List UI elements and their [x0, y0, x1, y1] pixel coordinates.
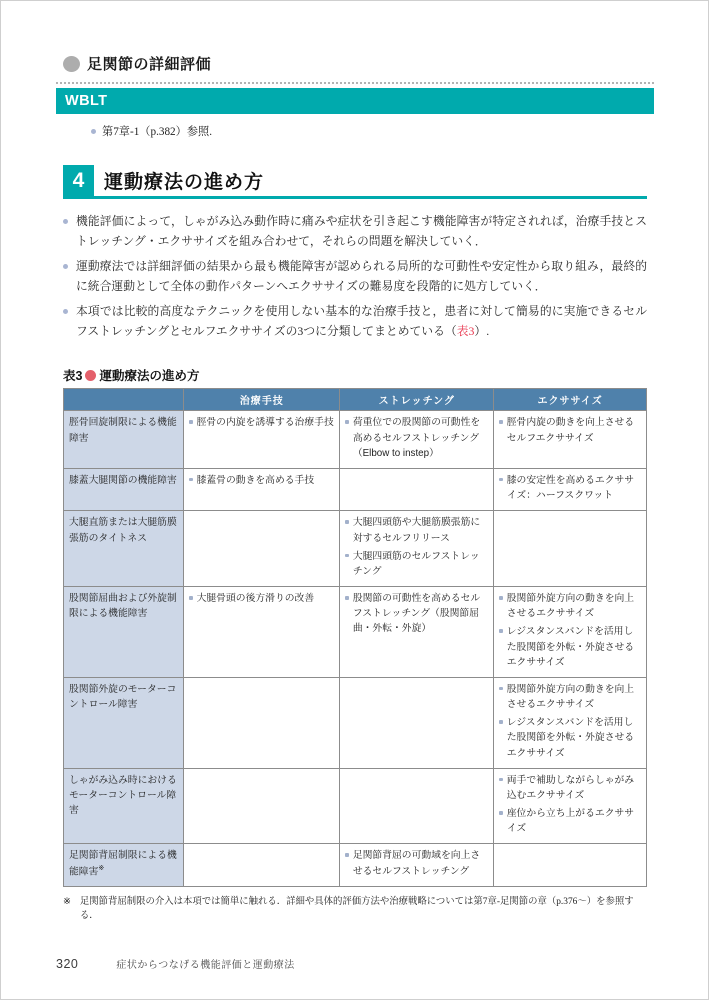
banner-title: WBLT — [65, 93, 108, 109]
bullet-icon — [499, 596, 503, 600]
condition-cell: 脛骨回旋制限による機能障害 — [64, 411, 184, 469]
exercise-therapy-table — [63, 388, 647, 886]
reference-line — [91, 123, 647, 139]
cell-bullet-item — [189, 415, 334, 430]
page-footer — [56, 956, 295, 971]
page-number: 320 — [56, 957, 79, 971]
bullet-icon — [499, 478, 503, 482]
exercise-cell — [494, 468, 647, 510]
condition-cell: 股関節屈曲および外旋制限による機能障害 — [64, 587, 184, 678]
wblt-banner — [56, 88, 654, 114]
table-row — [64, 844, 647, 886]
bullet-icon — [499, 720, 503, 724]
paragraph-item — [63, 257, 647, 296]
cell-bullet-item — [499, 591, 641, 621]
header-exercise: エクササイズ — [494, 389, 647, 411]
cell-text: 両手で補助しながらしゃがみ込むエクササイズ — [506, 774, 635, 801]
table-row — [64, 677, 647, 768]
table-row — [64, 411, 647, 469]
table-row — [64, 511, 647, 587]
cell-text: 股関節外旋方向の動きを向上させるエクササイズ — [506, 593, 635, 620]
chapter-header — [63, 165, 647, 199]
bullet-icon — [499, 687, 503, 691]
table-body — [64, 411, 647, 886]
chapter-title: 運動療法の進め方 — [104, 172, 265, 193]
cell-bullet-item — [345, 549, 488, 579]
cell-bullet-item — [499, 773, 641, 803]
cell-text: 足関節背屈の可動域を向上させるセルフストレッチング — [352, 850, 481, 877]
exercise-cell — [494, 511, 647, 587]
stretching-cell — [340, 468, 494, 510]
exercise-cell — [494, 411, 647, 469]
table-reference-link: 表3 — [456, 323, 475, 338]
treatment-cell — [184, 587, 340, 678]
bullet-icon — [189, 596, 193, 600]
section-circle-icon — [63, 56, 80, 72]
treatment-cell — [184, 411, 340, 469]
cell-bullet-item — [499, 682, 641, 712]
stretching-cell — [340, 844, 494, 886]
condition-cell: しゃがみ込み時におけるモーターコントロール障害 — [64, 768, 184, 844]
cell-text: 脛骨内旋の動きを向上させるセルフエクササイズ — [506, 417, 635, 444]
table-caption — [63, 366, 647, 384]
cell-bullet-item — [499, 624, 641, 670]
condition-cell: 足関節背屈制限による機能障害※ — [64, 844, 184, 886]
cell-bullet-item — [499, 415, 641, 445]
section-title: 足関節の詳細評価 — [87, 56, 212, 73]
cell-bullet-item — [345, 848, 488, 878]
stretching-cell — [340, 677, 494, 768]
bullet-icon — [345, 420, 349, 424]
cell-bullet-item — [345, 591, 488, 637]
cell-text: レジスタンスバンドを活用した股関節を外転・外旋させるエクササイズ — [506, 626, 635, 668]
paragraph-text: ）. — [474, 323, 490, 338]
header-empty-cell — [64, 389, 184, 411]
cell-text: 大腿四頭筋や大腿筋膜張筋に対するセルフリリース — [352, 517, 481, 544]
bullet-icon — [345, 596, 349, 600]
cell-text: 座位から立ち上がるエクササイズ — [506, 808, 635, 835]
stretching-cell — [340, 768, 494, 844]
cell-text: レジスタンスバンドを活用した股関節を外転・外旋させるエクササイズ — [506, 717, 635, 759]
treatment-cell — [184, 511, 340, 587]
cell-bullet-item — [189, 473, 334, 488]
paragraph-item — [63, 302, 647, 341]
condition-cell: 大腿直筋または大腿筋膜張筋のタイトネス — [64, 511, 184, 587]
table-row — [64, 587, 647, 678]
stretching-cell — [340, 411, 494, 469]
footnote-text: 足関節背屈制限の介入は本項では簡単に触れる．詳細や具体的評価方法や治療戦略については第7章-足関節の章（p.376～）を参照する． — [79, 896, 634, 921]
bullet-icon — [189, 420, 193, 424]
stretching-cell — [340, 587, 494, 678]
cell-bullet-item — [345, 415, 488, 461]
treatment-cell — [184, 844, 340, 886]
cell-text: 荷重位での股関節の可動性を高めるセルフストレッチング（Elbow to instep） — [352, 417, 481, 459]
treatment-cell — [184, 677, 340, 768]
paragraph-text: 本項では比較的高度なテクニックを使用しない基本的な治療手技と，患者に対して簡易的に実施できるセルフストレッチングとセルフエクササイズの3つに分類してまとめている（ — [76, 304, 647, 338]
paragraph-text: 運動療法では詳細評価の結果から最も機能障害が認められる局所的な可動性や安定性から取り組み，最終的に統合運動として全体の動作パターンへエクササイズの難易度を段階的に処方していく． — [76, 259, 647, 293]
cell-bullet-item — [345, 515, 488, 545]
exercise-cell — [494, 844, 647, 886]
exercise-cell — [494, 768, 647, 844]
bullet-icon — [499, 629, 503, 633]
bullet-icon — [63, 264, 68, 269]
header-stretching: ストレッチング — [340, 389, 494, 411]
table-row — [64, 768, 647, 844]
cell-text: 脛骨の内旋を誘導する治療手技 — [196, 417, 334, 429]
cell-text: 大腿骨頭の後方滑りの改善 — [196, 593, 315, 605]
paragraph-item — [63, 212, 647, 251]
cell-bullet-item — [499, 806, 641, 836]
book-title: 症状からつなげる機能評価と運動療法 — [116, 960, 295, 971]
cell-bullet-item — [189, 591, 334, 606]
footnote-mark: ※ — [63, 896, 71, 907]
bullet-icon — [63, 309, 68, 314]
header-treatment: 治療手技 — [184, 389, 340, 411]
cell-text: 股関節外旋方向の動きを向上させるエクササイズ — [506, 683, 635, 711]
red-dot-icon — [85, 370, 96, 381]
reference-text: 第7章-1（p.382）参照. — [102, 126, 213, 138]
cell-text: 膝蓋骨の動きを高める手技 — [196, 474, 315, 486]
bullet-icon — [499, 420, 503, 424]
table-row — [64, 468, 647, 510]
treatment-cell — [184, 468, 340, 510]
footnote — [63, 895, 647, 923]
stretching-cell — [340, 511, 494, 587]
exercise-cell — [494, 677, 647, 768]
bullet-icon — [345, 520, 349, 524]
bullet-icon — [91, 129, 96, 134]
bullet-icon — [499, 811, 503, 815]
bullet-icon — [345, 554, 349, 558]
bullet-icon — [345, 853, 349, 857]
condition-cell: 股関節外旋のモーターコントロール障害 — [64, 677, 184, 768]
cell-text: 股関節の可動性を高めるセルフストレッチング（股関節屈曲・外転・外旋） — [352, 593, 481, 635]
paragraph-text: 機能評価によって，しゃがみ込み動作時に痛みや症状を引き起こす機能障害が特定されれば，治療手技とストレッチング・エクササイズを組み合わせて，それらの問題を解決していく． — [76, 214, 647, 248]
cell-bullet-item — [499, 473, 641, 503]
exercise-cell — [494, 587, 647, 678]
cell-text: 大腿四頭筋のセルフストレッチング — [352, 550, 480, 577]
chapter-number-badge: 4 — [63, 165, 94, 196]
cell-text: 膝の安定性を高めるエクササイズ：ハーフスクワット — [506, 474, 635, 502]
cell-bullet-item — [499, 715, 641, 761]
bullet-icon — [63, 219, 68, 224]
dotted-divider — [56, 82, 654, 84]
treatment-cell — [184, 768, 340, 844]
table-header-row — [64, 389, 647, 411]
table-caption-text: 運動療法の進め方 — [99, 369, 200, 384]
condition-cell: 膝蓋大腿関節の機能障害 — [64, 468, 184, 510]
body-paragraphs — [63, 212, 647, 341]
bullet-icon — [499, 778, 503, 782]
table-label: 表3 — [63, 369, 83, 384]
bullet-icon — [189, 478, 193, 482]
section-heading — [63, 53, 647, 74]
footnote-mark: ※ — [98, 864, 105, 872]
